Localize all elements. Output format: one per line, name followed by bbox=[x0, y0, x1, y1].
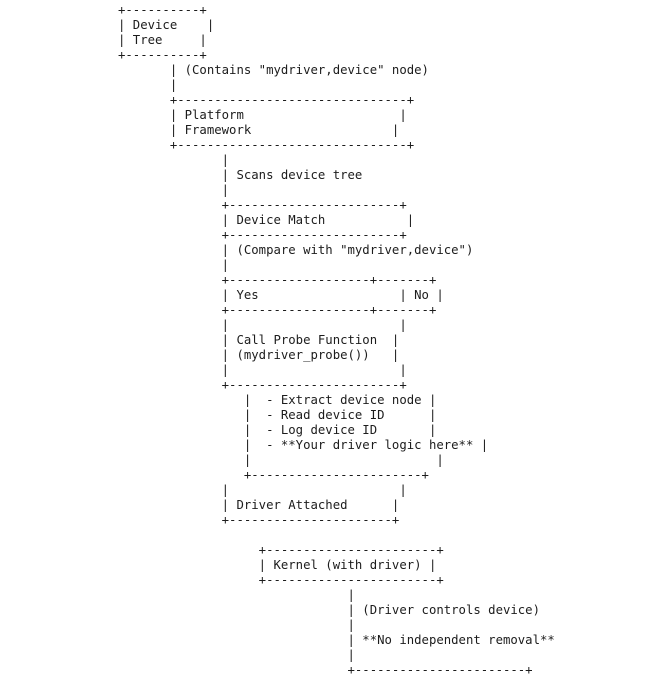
diagram-line: | bbox=[118, 153, 230, 167]
diagram-line: | Driver Attached | bbox=[118, 498, 400, 512]
diagram-line: | - Read device ID | bbox=[118, 408, 437, 422]
diagram-line: +-----------------------+ bbox=[118, 573, 444, 587]
diagram-line: +-----------------------+ bbox=[118, 378, 407, 392]
diagram-line: | (Compare with "mydriver,device") bbox=[118, 243, 474, 257]
diagram-line: +-----------------------+ bbox=[118, 468, 429, 482]
diagram-line: | Device | bbox=[118, 18, 215, 32]
diagram-line bbox=[118, 528, 555, 543]
diagram-line: | Yes | No | bbox=[118, 288, 444, 302]
diagram-line: +-----------------------+ bbox=[118, 198, 407, 212]
diagram-line: | bbox=[118, 258, 230, 272]
diagram-line: +-------------------------------+ bbox=[118, 138, 415, 152]
diagram-line: | | bbox=[118, 363, 407, 377]
diagram-line: +-------------------+-------+ bbox=[118, 303, 437, 317]
diagram-line: | - Extract device node | bbox=[118, 393, 437, 407]
diagram-line: | Kernel (with driver) | bbox=[118, 558, 437, 572]
diagram-line: | bbox=[118, 588, 355, 602]
diagram-line: | (Contains "mydriver,device" node) bbox=[118, 63, 429, 77]
diagram-line: | Platform | bbox=[118, 108, 407, 122]
diagram-line: | Call Probe Function | bbox=[118, 333, 400, 347]
diagram-line: | bbox=[118, 618, 355, 632]
diagram-line: +-----------------------+ bbox=[118, 543, 444, 557]
diagram-line: +----------------------+ bbox=[118, 513, 400, 527]
diagram-line: +----------+ bbox=[118, 48, 207, 62]
diagram-line: | bbox=[118, 183, 230, 197]
diagram-line: | **No independent removal** bbox=[118, 633, 555, 647]
diagram-line: +-------------------------------+ bbox=[118, 93, 415, 107]
diagram-line: +-------------------+-------+ bbox=[118, 273, 437, 287]
diagram-line: | | bbox=[118, 483, 407, 497]
diagram-line: +-----------------------+ bbox=[118, 663, 533, 677]
diagram-line: | bbox=[118, 78, 178, 92]
diagram-line: | Device Match | bbox=[118, 213, 415, 227]
diagram-line: | bbox=[118, 648, 355, 662]
diagram-line: | | bbox=[118, 453, 444, 467]
diagram-line: | (Driver controls device) bbox=[118, 603, 540, 617]
diagram-line: | - **Your driver logic here** | bbox=[118, 438, 489, 452]
ascii-flow-diagram bbox=[118, 3, 555, 678]
diagram-line: +----------+ bbox=[118, 3, 207, 17]
diagram-line: | Tree | bbox=[118, 33, 207, 47]
diagram-line: | (mydriver_probe()) | bbox=[118, 348, 400, 362]
diagram-line: | | bbox=[118, 318, 407, 332]
diagram-line: | - Log device ID | bbox=[118, 423, 437, 437]
diagram-line: | Framework | bbox=[118, 123, 400, 137]
diagram-line: +-----------------------+ bbox=[118, 228, 407, 242]
diagram-line: | Scans device tree bbox=[118, 168, 363, 182]
